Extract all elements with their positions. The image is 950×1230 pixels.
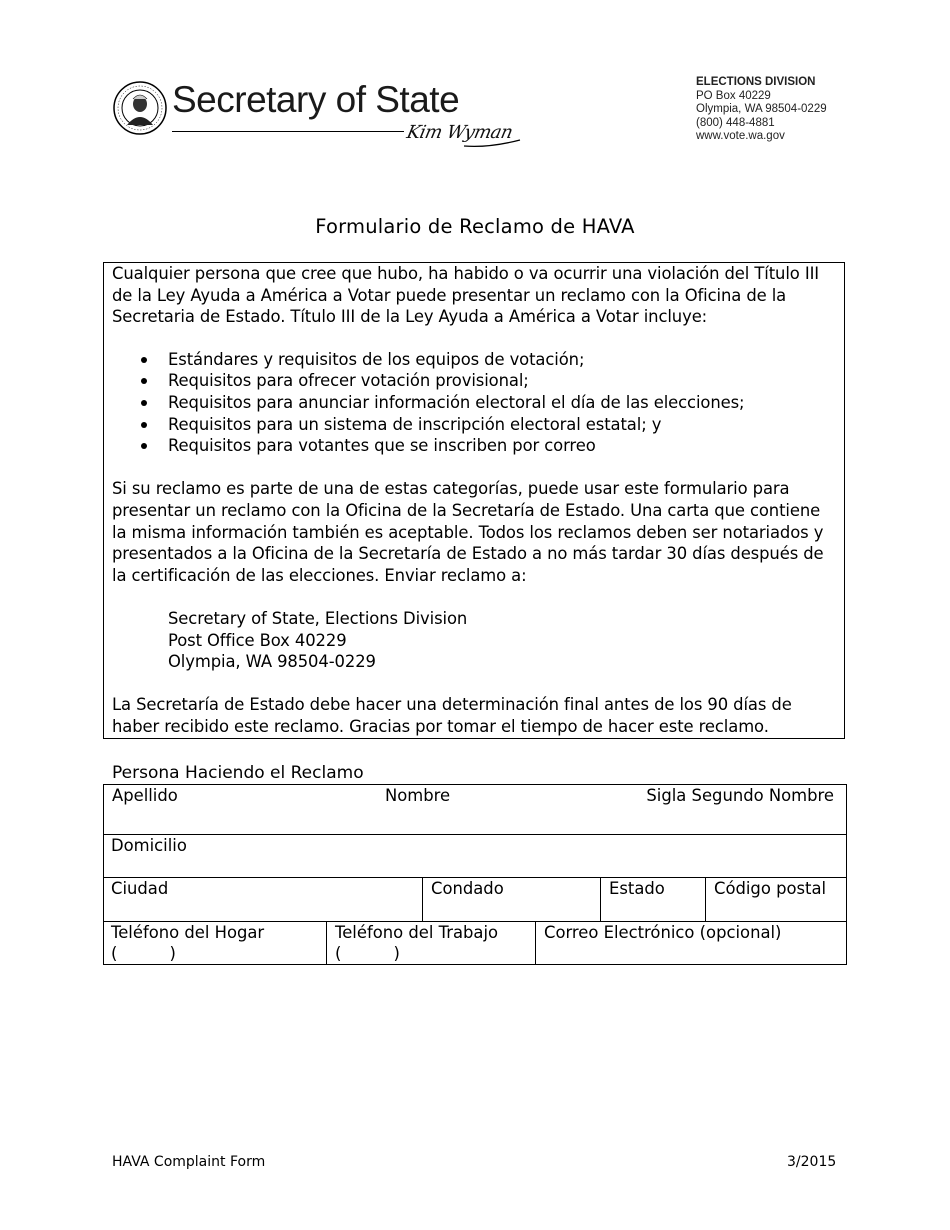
city-field[interactable] [103, 878, 422, 921]
middle-initial-label: Sigla Segundo Nombre [646, 786, 834, 805]
work-phone-area-code: ( ) [335, 944, 400, 963]
elections-division-label: ELECTIONS DIVISION [696, 76, 816, 88]
list-item [112, 435, 836, 457]
home-phone-area-code: ( ) [111, 944, 176, 963]
address-line: Secretary of State, Elections Division [168, 608, 468, 628]
claimant-section-label: Persona Haciendo el Reclamo [112, 763, 364, 783]
zip-field[interactable] [706, 878, 846, 921]
home-phone-field[interactable] [103, 922, 326, 964]
work-phone-field[interactable] [327, 922, 535, 964]
work-phone-label: Teléfono del Trabajo [335, 923, 499, 942]
bullet-icon [141, 400, 147, 406]
closing-paragraph: La Secretaría de Estado debe hacer una determinación final antes de los 90 días de haber recibido este reclamo. Gracias por tomar el tiempo de hacer este reclamo. [112, 695, 792, 736]
logo-wordmark: Secretary of State [172, 79, 460, 120]
mailing-address [112, 608, 836, 673]
table-border [103, 964, 847, 965]
email-label: Correo Electrónico (opcional) [544, 923, 782, 942]
list-item [112, 349, 836, 371]
contact-po-box: PO Box 40229 [696, 89, 771, 102]
list-item [112, 370, 836, 392]
footer-revision-date: 3/2015 [787, 1154, 837, 1170]
county-field[interactable] [423, 878, 600, 921]
bullet-icon [141, 422, 147, 428]
page-title: Formulario de Reclamo de HAVA [315, 215, 635, 238]
last-name-label: Apellido [112, 786, 178, 805]
list-item-text: Requisitos para anunciar información electoral el día de las elecciones; [168, 392, 745, 412]
instructions-paragraph: Si su reclamo es parte de una de estas categorías, puede usar este formulario para presentar un reclamo con la Oficina de la Secretaría de Estado. Una carta que contiene la misma información también es aceptable. Todos los reclamos deben ser notariados y presentados a la Oficina de la Secretaría de Estado a no más tardar 30 días después de la certificación de las elecciones. Enviar reclamo a: [112, 479, 824, 585]
address-field[interactable] [103, 835, 846, 877]
contact-website[interactable]: www.vote.wa.gov [696, 130, 785, 142]
table-border [846, 784, 847, 965]
name-field[interactable] [103, 785, 846, 834]
list-item [112, 414, 836, 436]
list-item-text: Requisitos para un sistema de inscripción electoral estatal; y [168, 414, 662, 434]
email-field[interactable] [536, 922, 846, 964]
zip-label: Código postal [714, 879, 827, 898]
state-seal-logo [113, 81, 167, 135]
state-field[interactable] [601, 878, 705, 921]
logo-divider [172, 131, 404, 132]
state-label: Estado [609, 879, 665, 898]
bullet-icon [141, 378, 147, 384]
list-item [112, 392, 836, 414]
first-name-label: Nombre [385, 786, 451, 805]
address-line: Olympia, WA 98504-0229 [168, 652, 376, 672]
contact-block [696, 76, 827, 144]
footer-form-name: HAVA Complaint Form [112, 1154, 266, 1170]
home-phone-label: Teléfono del Hogar [111, 923, 265, 942]
intro-paragraph: Cualquier persona que cree que hubo, ha habido o va ocurrir una violación del Título III de la Ley Ayuda a América a Votar puede presentar un reclamo con la Oficina de la Secretaria de Estado. Título III de la Ley Ayuda a América a Votar incluye: [112, 264, 820, 327]
list-item-text: Requisitos para ofrecer votación provisional; [168, 371, 529, 391]
signature-underline [404, 118, 522, 154]
bullet-icon [141, 443, 147, 449]
address-line: Post Office Box 40229 [168, 630, 347, 650]
address-label: Domicilio [111, 836, 187, 855]
contact-phone: (800) 448-4881 [696, 116, 775, 129]
city-label: Ciudad [111, 879, 169, 898]
title-iii-list [112, 349, 836, 457]
contact-city: Olympia, WA 98504-0229 [696, 103, 827, 115]
signature: Kim Wyman [404, 122, 515, 143]
county-label: Condado [431, 879, 504, 898]
info-box [103, 262, 845, 739]
list-item-text: Requisitos para votantes que se inscriben por correo [168, 436, 596, 456]
list-item-text: Estándares y requisitos de los equipos de votación; [168, 349, 585, 369]
bullet-icon [141, 357, 147, 363]
